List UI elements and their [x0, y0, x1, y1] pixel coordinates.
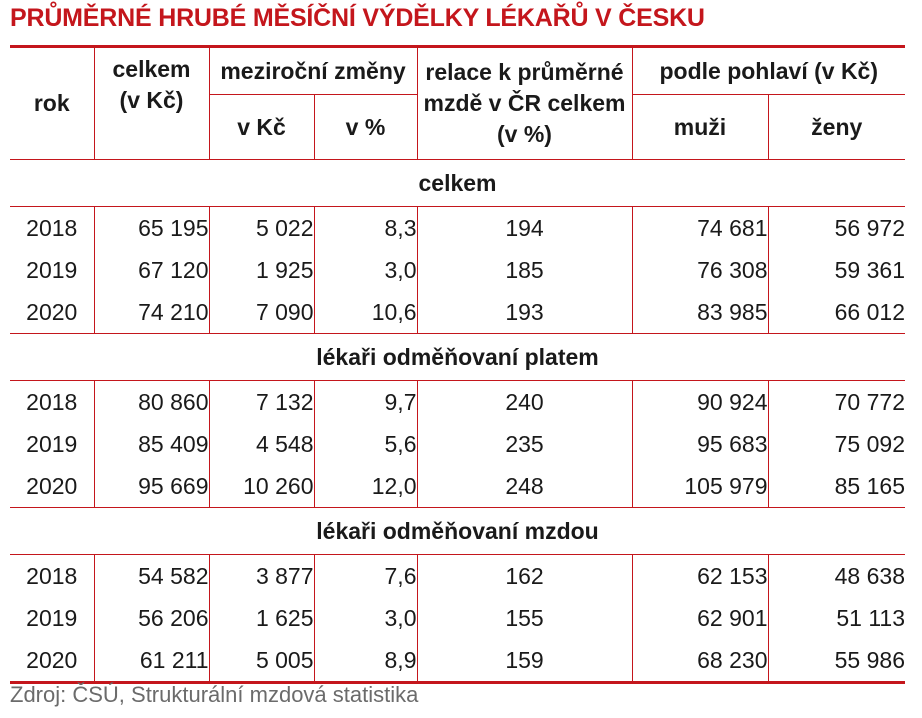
cell-yoy-pct: 9,7 — [314, 381, 417, 424]
header-relation-line2: mzdě v ČR celkem — [423, 90, 626, 116]
cell-year: 2019 — [10, 423, 94, 465]
cell-total: 95 669 — [94, 465, 209, 508]
cell-women: 55 986 — [768, 639, 905, 683]
section-header-row — [10, 160, 905, 207]
table-row — [10, 381, 905, 424]
cell-year: 2019 — [10, 597, 94, 639]
cell-men: 83 985 — [632, 291, 768, 334]
cell-year: 2020 — [10, 639, 94, 683]
cell-total: 65 195 — [94, 207, 209, 250]
header-total — [94, 47, 209, 160]
cell-total: 85 409 — [94, 423, 209, 465]
wages-table — [10, 45, 905, 684]
cell-men: 105 979 — [632, 465, 768, 508]
cell-relation: 235 — [417, 423, 632, 465]
table-row — [10, 597, 905, 639]
header-women: ženy — [768, 95, 905, 160]
cell-year: 2018 — [10, 381, 94, 424]
header-by-gender: podle pohlaví (v Kč) — [632, 47, 905, 95]
cell-women: 59 361 — [834, 256, 905, 283]
cell-total: 61 211 — [94, 639, 209, 683]
header-yoy-changes: meziroční změny — [209, 47, 417, 95]
cell-men: 90 924 — [632, 381, 768, 424]
header-total-line2: (v Kč) — [119, 87, 184, 113]
cell-yoy-pct: 10,6 — [314, 291, 417, 334]
cell-total: 67 120 — [94, 249, 209, 291]
section-header-row — [10, 508, 905, 555]
cell-yoy-pct: 3,0 — [314, 597, 417, 639]
cell-relation: 159 — [417, 639, 632, 683]
cell-relation: 248 — [417, 465, 632, 508]
cell-women: 75 092 — [834, 430, 905, 457]
cell-men: 68 230 — [632, 639, 768, 683]
table-body — [10, 160, 905, 683]
section-header-row — [10, 334, 905, 381]
table-row — [10, 555, 905, 598]
cell-yoy-pct: 8,3 — [314, 207, 417, 250]
section-label: lékaři odměňovaní platem — [10, 334, 905, 381]
header-year: rok — [10, 47, 94, 160]
cell-relation: 194 — [417, 207, 632, 250]
table-header — [10, 47, 905, 160]
header-yoy-kc: v Kč — [209, 95, 314, 160]
cell-relation: 185 — [417, 249, 632, 291]
source-note: Zdroj: ČSÚ, Strukturální mzdová statistika — [10, 682, 419, 707]
section-label: celkem — [10, 160, 905, 207]
cell-men: 95 683 — [632, 423, 768, 465]
cell-yoy-pct: 8,9 — [314, 639, 417, 683]
table-title: PRŮMĚRNÉ HRUBÉ MĚSÍČNÍ VÝDĚLKY LÉKAŘŮ V ČESKU — [10, 4, 705, 32]
cell-yoy-kc: 5 022 — [209, 207, 314, 250]
table-row — [10, 207, 905, 250]
cell-year: 2018 — [10, 207, 94, 250]
cell-relation: 155 — [417, 597, 632, 639]
header-men: muži — [632, 95, 768, 160]
cell-total: 54 582 — [94, 555, 209, 598]
cell-total: 80 860 — [94, 381, 209, 424]
table-row — [10, 249, 905, 291]
cell-year: 2019 — [10, 249, 94, 291]
cell-year: 2020 — [10, 291, 94, 334]
cell-yoy-kc: 1 625 — [209, 597, 314, 639]
cell-yoy-pct: 5,6 — [314, 423, 417, 465]
table-row — [10, 465, 905, 508]
header-relation-line3: (v %) — [497, 121, 552, 147]
cell-men: 76 308 — [632, 249, 768, 291]
cell-men: 62 153 — [632, 555, 768, 598]
cell-relation: 162 — [417, 555, 632, 598]
cell-total: 74 210 — [94, 291, 209, 334]
cell-women: 70 772 — [834, 388, 905, 415]
cell-relation: 240 — [417, 381, 632, 424]
cell-men: 62 901 — [632, 597, 768, 639]
cell-women: 85 165 — [768, 465, 905, 508]
cell-men: 74 681 — [632, 207, 768, 250]
cell-yoy-kc: 1 925 — [209, 249, 314, 291]
table-row — [10, 639, 905, 683]
header-relation — [417, 47, 632, 160]
cell-relation: 193 — [417, 291, 632, 334]
header-relation-line1: relace k průměrné — [425, 59, 624, 85]
cell-year: 2018 — [10, 555, 94, 598]
cell-yoy-kc: 5 005 — [209, 639, 314, 683]
cell-yoy-kc: 7 132 — [209, 381, 314, 424]
cell-yoy-pct: 3,0 — [314, 249, 417, 291]
section-label: lékaři odměňovaní mzdou — [10, 508, 905, 555]
cell-women: 56 972 — [834, 214, 905, 241]
table-row — [10, 423, 905, 465]
cell-women: 66 012 — [768, 291, 905, 334]
cell-yoy-kc: 3 877 — [209, 555, 314, 598]
cell-women: 51 113 — [836, 604, 905, 631]
cell-yoy-kc: 7 090 — [209, 291, 314, 334]
cell-yoy-kc: 10 260 — [209, 465, 314, 508]
cell-total: 56 206 — [94, 597, 209, 639]
cell-yoy-pct: 7,6 — [314, 555, 417, 598]
header-yoy-pct: v % — [314, 95, 417, 160]
table-row — [10, 291, 905, 334]
cell-year: 2020 — [10, 465, 94, 508]
cell-women: 48 638 — [834, 562, 905, 589]
header-total-line1: celkem — [112, 56, 191, 82]
cell-yoy-pct: 12,0 — [314, 465, 417, 508]
cell-yoy-kc: 4 548 — [209, 423, 314, 465]
